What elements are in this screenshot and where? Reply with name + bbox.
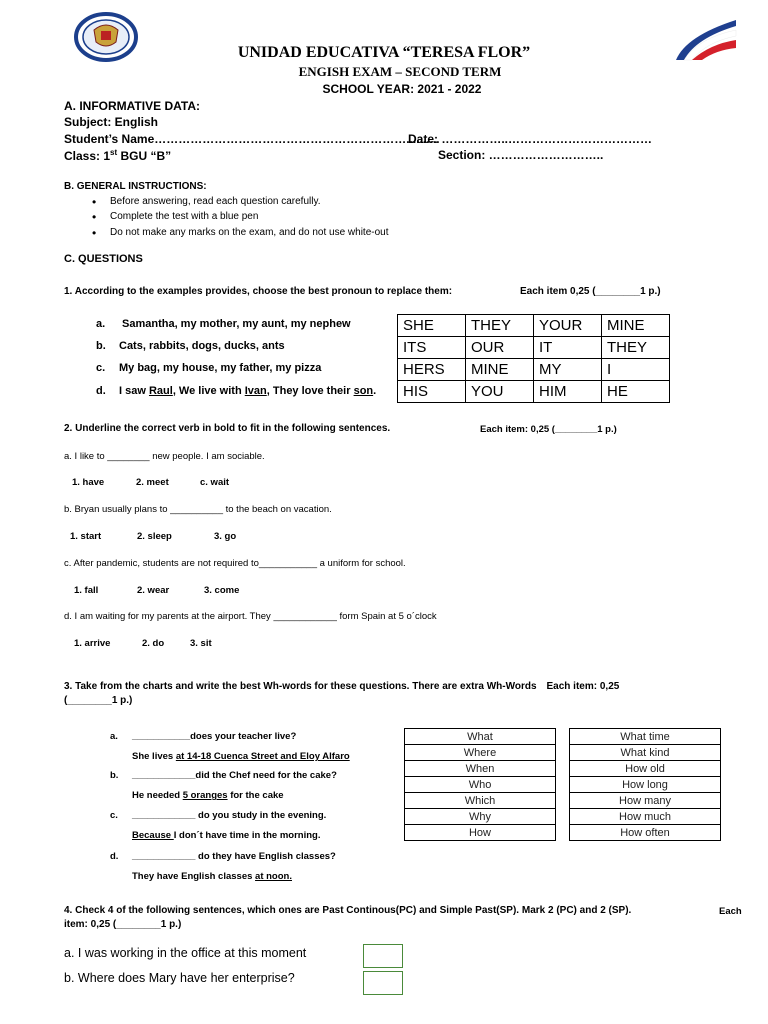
pronoun-cell: THEY	[602, 337, 670, 359]
instruction-item: • Before answering, read each question carefully.	[82, 195, 389, 210]
q1-item-a	[96, 318, 351, 330]
question: ___________does your teacher live?	[132, 731, 297, 742]
q1-item-d	[96, 385, 376, 397]
wh-cell: How old	[570, 761, 721, 777]
question: ____________ do they have English classes?	[132, 851, 336, 862]
option[interactable]: 3. sit	[190, 638, 212, 649]
q2-sentence-b: b. Bryan usually plans to __________ to the beach on vacation.	[64, 504, 332, 515]
q2-sentence-d: d. I am waiting for my parents at the airport. They ____________ form Spain at 5 o´clock	[64, 611, 437, 622]
q3-item-d	[110, 847, 336, 887]
table-row	[570, 761, 721, 777]
answer: I don´t have time in the morning.	[173, 830, 321, 841]
q2-prompt: 2. Underline the correct verb in bold to fit in the following sentences.	[64, 423, 391, 434]
table-row	[405, 761, 556, 777]
wh-cell: What kind	[570, 745, 721, 761]
wh-chart-1	[404, 728, 556, 841]
pronoun-cell: HIM	[534, 381, 602, 403]
wh-cell: Where	[405, 745, 556, 761]
pronoun-cell: YOUR	[534, 315, 602, 337]
wh-cell: What time	[570, 729, 721, 745]
pronoun-cell: HIS	[398, 381, 466, 403]
item-text: Cats, rabbits, dogs, ducks, ants	[119, 340, 285, 352]
question: ____________ do you study in the evening.	[132, 810, 327, 821]
item-text: , We live with	[172, 385, 245, 397]
item-letter: a.	[110, 731, 118, 742]
exam-title: ENGISH EXAM – SECOND TERM	[298, 64, 502, 79]
q4-each: Each	[719, 906, 742, 917]
q3-prompt	[64, 681, 619, 692]
table-row	[570, 777, 721, 793]
wh-cell: How often	[570, 825, 721, 841]
instruction-item: • Complete the test with a blue pen	[82, 210, 389, 225]
pronoun-cell: YOU	[466, 381, 534, 403]
pronoun-table	[397, 314, 670, 403]
q3-item-a	[110, 727, 350, 767]
q4-answer-box-b[interactable]	[363, 971, 403, 995]
pronoun-cell: IT	[534, 337, 602, 359]
wh-cell: Who	[405, 777, 556, 793]
q3-score-line: (________1 p.)	[64, 695, 133, 706]
table-row	[570, 729, 721, 745]
q2-options-d	[74, 638, 212, 649]
underlined-word: son	[353, 385, 374, 397]
q4-prompt-line2: item: 0,25 (________1 p.)	[64, 919, 182, 930]
option[interactable]: 1. arrive	[74, 638, 111, 649]
table-row	[398, 359, 670, 381]
instructions-list	[82, 195, 389, 241]
option[interactable]: 1. start	[70, 531, 102, 542]
answer: for the cake	[227, 790, 284, 801]
pronoun-cell: THEY	[466, 315, 534, 337]
q4-item-b: b. Where does Mary have her enterprise?	[64, 971, 295, 985]
section-line[interactable]: Section: ………………………..	[438, 148, 604, 162]
item-text: , They love their	[266, 385, 354, 397]
wh-cell: Which	[405, 793, 556, 809]
table-row	[405, 777, 556, 793]
q3-item-b	[110, 766, 337, 806]
wh-chart-2	[569, 728, 721, 841]
table-row	[405, 809, 556, 825]
pronoun-cell: OUR	[466, 337, 534, 359]
q1-score: Each item 0,25 (________1 p.)	[520, 286, 661, 297]
item-text: I saw	[119, 385, 149, 397]
option[interactable]: 2. do	[142, 638, 165, 649]
table-row	[405, 745, 556, 761]
item-letter: b.	[110, 770, 119, 781]
item-text: .	[373, 385, 377, 397]
option[interactable]: 2. sleep	[137, 531, 172, 542]
section-c-title: C. QUESTIONS	[64, 253, 143, 265]
q3-score: Each item: 0,25	[546, 681, 620, 692]
q3-prompt-text: 3. Take from the charts and write the best Wh-words for these questions. There are extra Wh-Words	[64, 681, 537, 692]
q4-item-a: a. I was working in the office at this moment	[64, 946, 307, 960]
wh-cell: How many	[570, 793, 721, 809]
q2-options-b	[70, 531, 236, 542]
table-row	[398, 337, 670, 359]
table-row	[405, 825, 556, 841]
answer: He needed	[132, 790, 183, 801]
item-letter: d.	[96, 385, 106, 397]
q2-sentence-c: c. After pandemic, students are not required to___________ a uniform for school.	[64, 558, 406, 569]
answer-underlined: at 14-18 Cuenca Street and Eloy Alfaro	[175, 751, 350, 762]
q1-prompt: 1. According to the examples provides, choose the best pronoun to replace them:	[64, 286, 453, 297]
student-name-line[interactable]: Student’s Name………………………………………………………..........	[64, 132, 440, 146]
answer: She lives	[132, 751, 176, 762]
wh-cell: How	[405, 825, 556, 841]
pronoun-cell: I	[602, 359, 670, 381]
table-row	[570, 825, 721, 841]
q3-item-c	[110, 806, 326, 846]
underlined-word: Raul	[148, 385, 173, 397]
wh-cell: How much	[570, 809, 721, 825]
school-title: UNIDAD EDUCATIVA “TERESA FLOR”	[237, 44, 531, 61]
q2-score: Each item: 0,25 (________1 p.)	[480, 424, 617, 435]
answer-underlined: 5 oranges	[182, 790, 228, 801]
pronoun-cell: ITS	[398, 337, 466, 359]
q2-sentence-a: a. I like to ________ new people. I am sociable.	[64, 451, 265, 462]
wh-cell: What	[405, 729, 556, 745]
question: ____________did the Chef need for the cake?	[132, 770, 337, 781]
table-row	[398, 381, 670, 403]
option[interactable]: 2. wear	[137, 585, 170, 596]
table-row	[405, 729, 556, 745]
item-letter: c.	[96, 362, 106, 374]
pronoun-cell: MINE	[466, 359, 534, 381]
section-a-title: A. INFORMATIVE DATA:	[64, 99, 200, 113]
pronoun-cell: MINE	[602, 315, 670, 337]
pronoun-cell: HE	[602, 381, 670, 403]
school-year: SCHOOL YEAR: 2021 - 2022	[322, 82, 482, 96]
pronoun-cell: HERS	[398, 359, 466, 381]
answer-underlined: Because	[132, 830, 174, 841]
wh-cell: Why	[405, 809, 556, 825]
pronoun-cell: MY	[534, 359, 602, 381]
item-letter: d.	[110, 851, 119, 862]
option[interactable]: c. wait	[200, 477, 230, 488]
answer-underlined: at noon.	[255, 871, 292, 882]
wh-cell: How long	[570, 777, 721, 793]
q1-item-b	[96, 340, 285, 352]
table-row	[570, 809, 721, 825]
date-line[interactable]: Date: ……………..………………………………	[408, 132, 653, 146]
q4-answer-box-a[interactable]	[363, 944, 403, 968]
wh-cell: When	[405, 761, 556, 777]
item-letter: c.	[110, 810, 118, 821]
table-row	[570, 745, 721, 761]
instruction-item: • Do not make any marks on the exam, and do not use white-out	[82, 226, 389, 241]
option[interactable]: 1. fall	[74, 585, 99, 596]
option[interactable]: 2. meet	[136, 477, 169, 488]
option[interactable]: 1. have	[72, 477, 105, 488]
q2-options-c	[74, 585, 239, 596]
item-text: Samantha, my mother, my aunt, my nephew	[122, 318, 351, 330]
q2-options-a	[72, 477, 229, 488]
subject-line: Subject: English	[64, 115, 159, 129]
item-text: My bag, my house, my father, my pizza	[119, 362, 322, 374]
option[interactable]: 3. come	[204, 585, 240, 596]
q1-item-c	[96, 362, 321, 374]
underlined-word: Ivan	[244, 385, 267, 397]
class-line	[64, 148, 171, 163]
answer: They have English classes	[132, 871, 256, 882]
table-row	[398, 315, 670, 337]
pronoun-cell: SHE	[398, 315, 466, 337]
class-sup: st	[110, 148, 118, 157]
option[interactable]: 3. go	[214, 531, 237, 542]
table-row	[570, 793, 721, 809]
item-letter: b.	[96, 340, 106, 352]
section-b-title: B. GENERAL INSTRUCTIONS:	[64, 181, 207, 192]
class-prefix: Class: 1	[64, 149, 111, 163]
class-suffix: BGU “B”	[117, 149, 172, 163]
table-row	[405, 793, 556, 809]
q4-prompt-line1: 4. Check 4 of the following sentences, which ones are Past Continous(PC) and Simple Past(SP). Mark 2 (PC) and 2 (SP).	[64, 905, 632, 916]
item-letter: a.	[96, 318, 106, 330]
